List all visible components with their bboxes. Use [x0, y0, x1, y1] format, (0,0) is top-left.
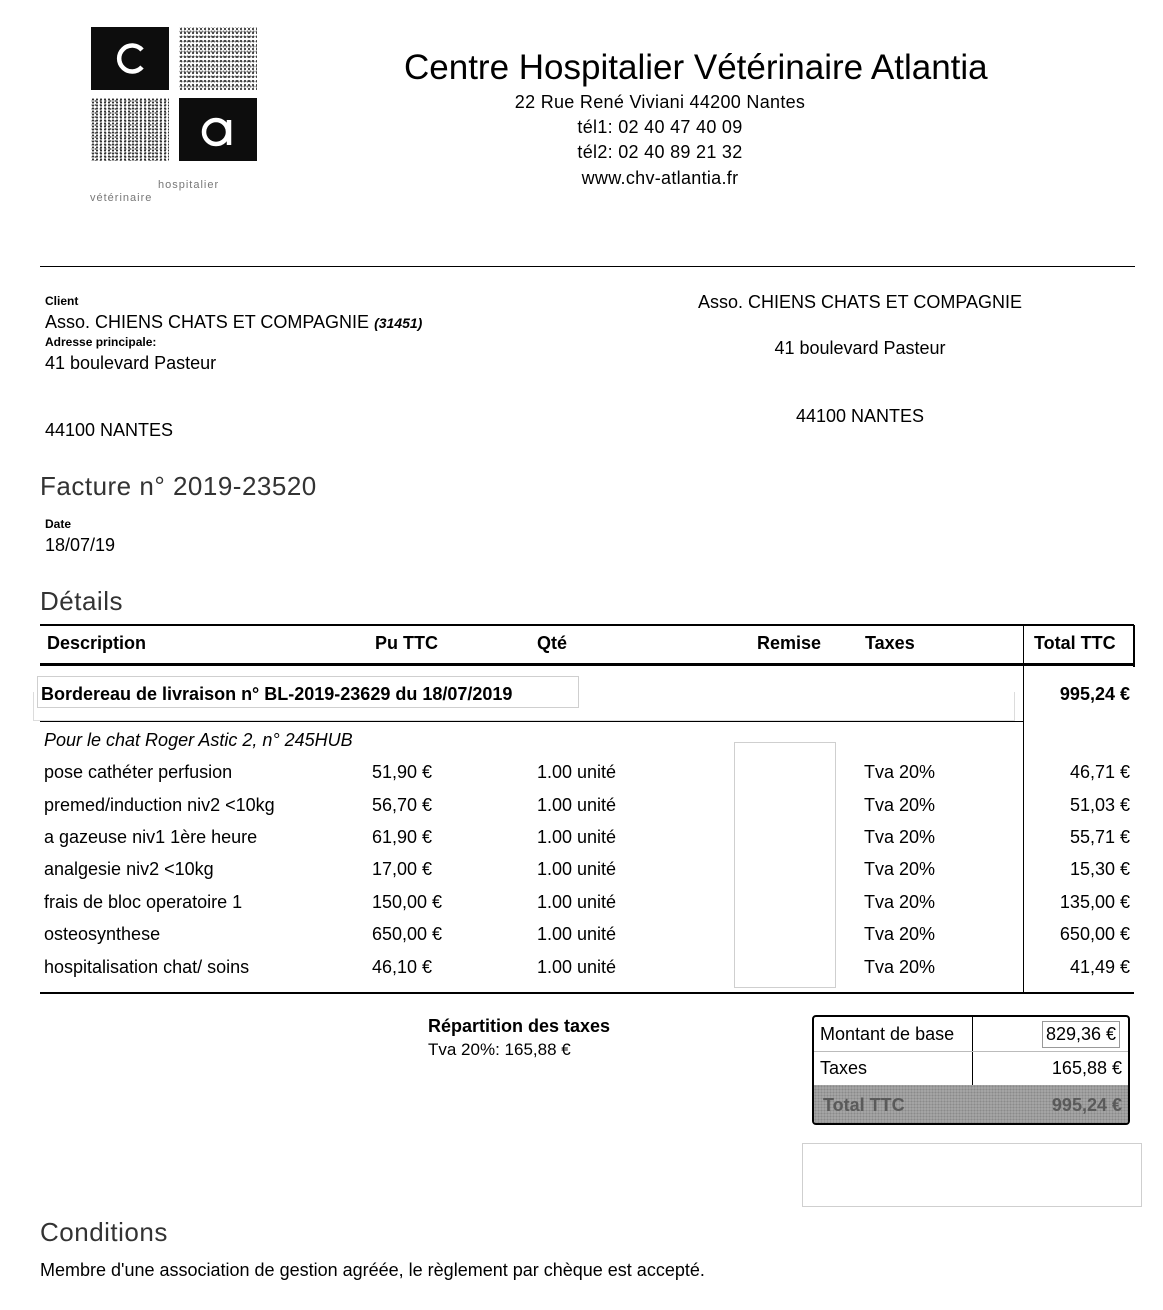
- recipient-name: Asso. CHIENS CHATS ET COMPAGNIE: [697, 292, 1023, 312]
- base-amount-label: Montant de base: [820, 1024, 955, 1044]
- row-unit-price: 150,00 €: [372, 892, 443, 912]
- row-tax: Tva 20%: [864, 762, 936, 782]
- row-unit-price: 17,00 €: [372, 859, 433, 879]
- row-qty: 1.00 unité: [537, 795, 617, 815]
- header-divider: [40, 266, 1135, 267]
- details-title: Détails: [40, 586, 123, 616]
- delivery-note-divider: [40, 721, 1023, 722]
- row-total: 46,71 €: [1069, 762, 1130, 782]
- row-unit-price: 650,00 €: [372, 924, 443, 944]
- taxes-label: Taxes: [820, 1058, 868, 1078]
- discount-column-box: [734, 742, 836, 988]
- grand-total-value: 995,24 €: [1051, 1095, 1122, 1115]
- clinic-name: Centre Hospitalier Vétérinaire Atlantia: [404, 48, 988, 87]
- logo-a-tile: [179, 98, 257, 161]
- row-tax: Tva 20%: [864, 795, 936, 815]
- col-header-unit-price: Pu TTC: [375, 633, 438, 653]
- clinic-address: 22 Rue René Viviani 44200 Nantes: [514, 92, 806, 112]
- delivery-note-total: 995,24 €: [1059, 684, 1130, 704]
- row-qty: 1.00 unité: [537, 924, 617, 944]
- delivery-note: Bordereau de livraison n° BL-2019-23629 du 18/07/2019: [41, 684, 513, 704]
- row-tax: Tva 20%: [864, 892, 936, 912]
- tax-breakdown-title: Répartition des taxes: [428, 1016, 611, 1036]
- total-column-separator: [1023, 625, 1024, 993]
- row-total: 51,03 €: [1069, 795, 1130, 815]
- client-name-text: Asso. CHIENS CHATS ET COMPAGNIE: [45, 312, 370, 332]
- col-header-description: Description: [47, 633, 147, 653]
- table-header-border: [40, 663, 1134, 666]
- date-label: Date: [45, 517, 72, 531]
- totals-box: [812, 1015, 1130, 1125]
- row-unit-price: 61,90 €: [372, 827, 433, 847]
- row-description: frais de bloc operatoire 1: [44, 892, 243, 912]
- row-unit-price: 56,70 €: [372, 795, 433, 815]
- client-label: Client: [45, 294, 79, 308]
- recipient-street: 41 boulevard Pasteur: [774, 338, 946, 358]
- invoice-date: 18/07/19: [45, 535, 116, 555]
- client-address-label: Adresse principale:: [45, 335, 157, 349]
- client-id: (31451): [374, 315, 423, 331]
- base-amount-value: 829,36 €: [1042, 1021, 1120, 1048]
- invoice-title: Facture n° 2019-23520: [40, 471, 317, 501]
- clinic-phone-2: tél2: 02 40 89 21 32: [577, 142, 743, 162]
- row-description: hospitalisation chat/ soins: [44, 957, 250, 977]
- row-qty: 1.00 unité: [537, 762, 617, 782]
- patient-line: Pour le chat Roger Astic 2, n° 245HUB: [44, 730, 353, 750]
- logo-subtitle-1: hospitalier: [158, 179, 220, 191]
- col-header-qty: Qté: [537, 633, 568, 653]
- row-qty: 1.00 unité: [537, 957, 617, 977]
- logo-v-tile: [91, 98, 169, 161]
- row-description: osteosynthese: [44, 924, 161, 944]
- row-total: 41,49 €: [1069, 957, 1130, 977]
- recipient-city: 44100 NANTES: [795, 406, 925, 426]
- table-right-border: [1133, 625, 1135, 667]
- table-bottom-border: [40, 992, 1134, 994]
- table-top-border: [40, 624, 1134, 626]
- col-header-total: Total TTC: [1034, 633, 1116, 653]
- letter-a-glyph: [179, 98, 257, 161]
- row-unit-price: 46,10 €: [372, 957, 433, 977]
- row-unit-price: 51,90 €: [372, 762, 433, 782]
- clinic-website: www.chv-atlantia.fr: [581, 168, 739, 188]
- row-qty: 1.00 unité: [537, 859, 617, 879]
- row-qty: 1.00 unité: [537, 827, 617, 847]
- row-total: 15,30 €: [1069, 859, 1130, 879]
- row-description: premed/induction niv2 <10kg: [44, 795, 275, 815]
- logo-h-tile: [179, 27, 257, 90]
- row-tax: Tva 20%: [864, 924, 936, 944]
- conditions-title: Conditions: [40, 1217, 168, 1247]
- letter-c-glyph: [91, 27, 169, 90]
- row-description: pose cathéter perfusion: [44, 762, 233, 782]
- client-street: 41 boulevard Pasteur: [45, 353, 217, 373]
- logo-c-tile: [91, 27, 169, 90]
- conditions-text: Membre d'une association de gestion agréée, le règlement par chèque est accepté.: [40, 1260, 705, 1280]
- grand-total-label: Total TTC: [823, 1095, 905, 1115]
- row-tax: Tva 20%: [864, 827, 936, 847]
- row-description: analgesie niv2 <10kg: [44, 859, 214, 879]
- tax-breakdown-line: Tva 20%: 165,88 €: [428, 1040, 571, 1059]
- row-tax: Tva 20%: [864, 859, 936, 879]
- logo-subtitle-2: vétérinaire: [90, 192, 153, 204]
- taxes-value: 165,88 €: [1051, 1058, 1122, 1078]
- stamp-box: [802, 1143, 1142, 1207]
- col-header-discount: Remise: [757, 633, 822, 653]
- row-total: 135,00 €: [1059, 892, 1130, 912]
- totals-row-divider: [814, 1051, 1128, 1052]
- clinic-phone-1: tél1: 02 40 47 40 09: [577, 117, 743, 137]
- row-total: 55,71 €: [1069, 827, 1130, 847]
- row-tax: Tva 20%: [864, 957, 936, 977]
- row-description: a gazeuse niv1 1ère heure: [44, 827, 258, 847]
- col-header-taxes: Taxes: [865, 633, 915, 653]
- client-city: 44100 NANTES: [45, 420, 174, 440]
- client-name: [45, 312, 422, 333]
- row-qty: 1.00 unité: [537, 892, 617, 912]
- row-total: 650,00 €: [1059, 924, 1130, 944]
